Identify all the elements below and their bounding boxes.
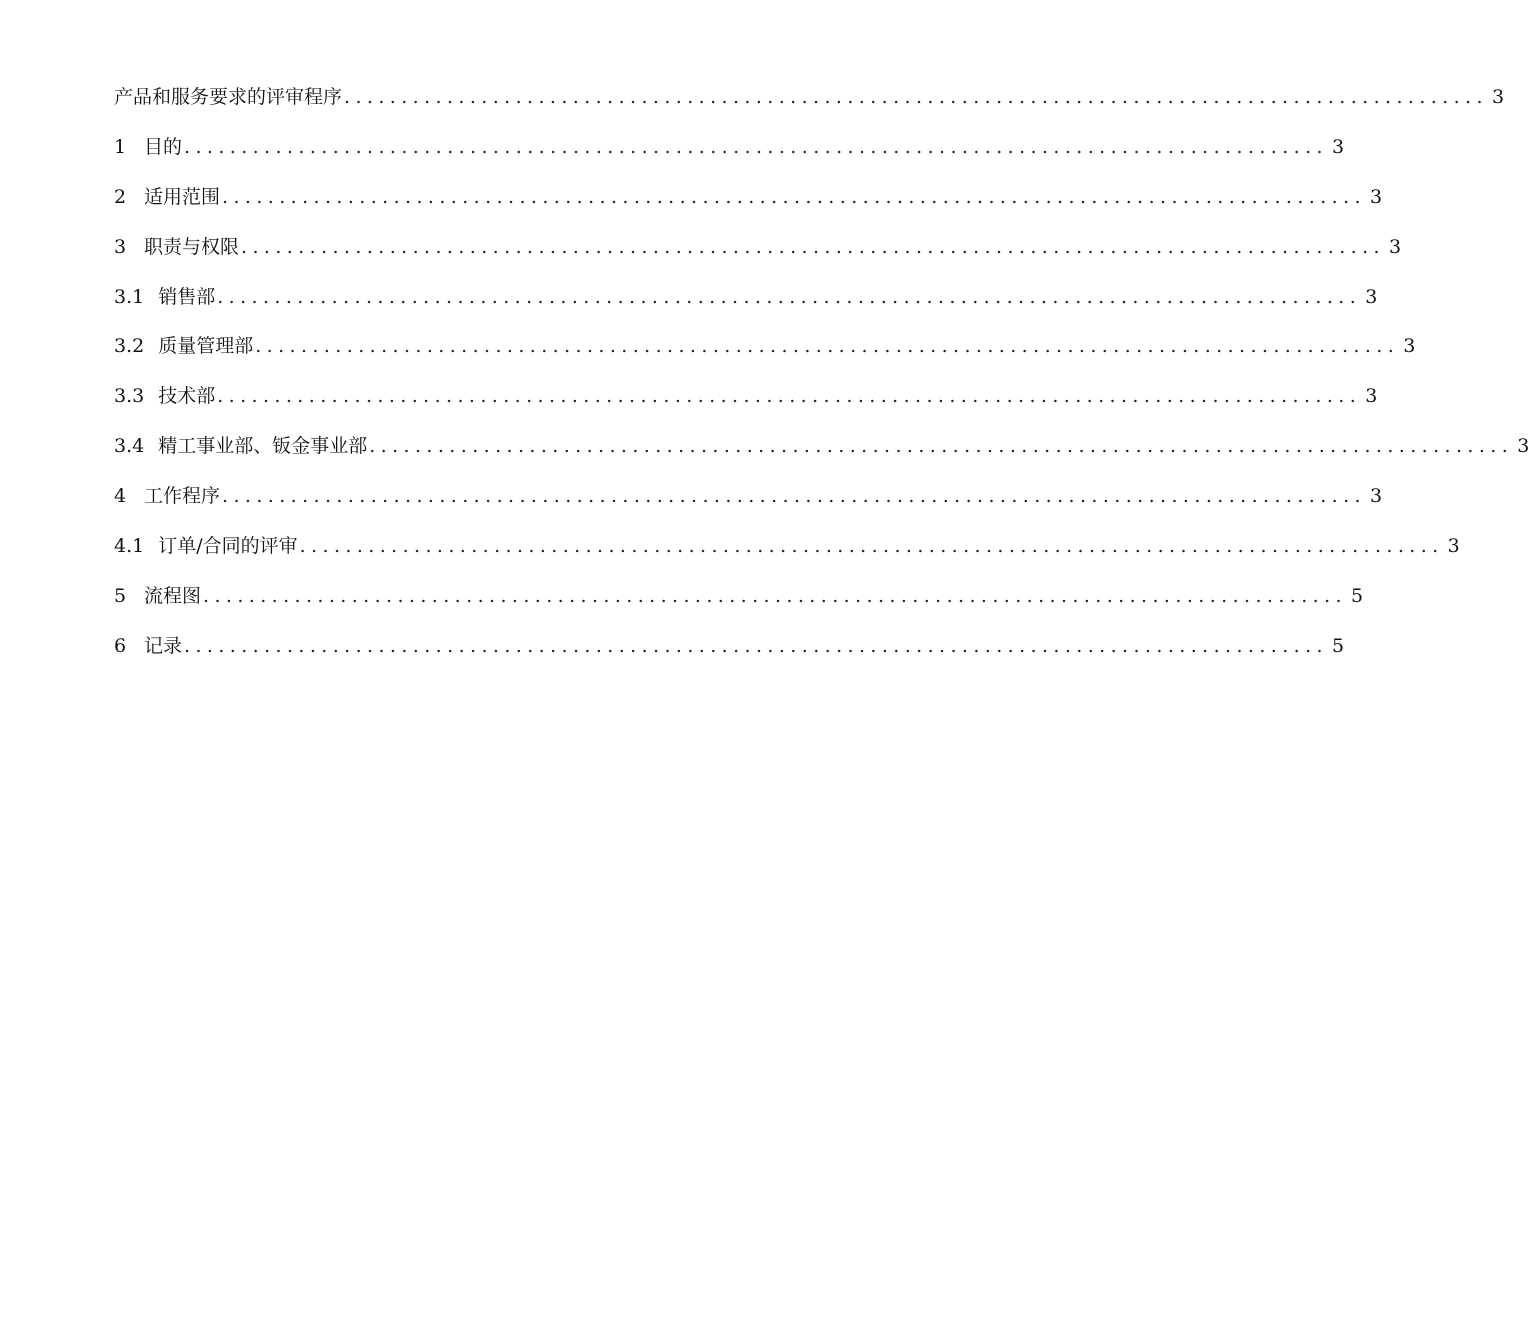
toc-entry-3-2[interactable] <box>114 331 1416 381</box>
toc-entry-title: 职责与权限 <box>144 235 240 258</box>
toc-entry-3-1[interactable] <box>114 282 1378 332</box>
toc-entry-number: 2 <box>114 185 127 208</box>
toc-dot-leader: .................................................................................................... <box>344 86 1488 108</box>
toc-entry-title: 产品和服务要求的评审程序 <box>114 86 343 108</box>
toc-entry-title: 工作程序 <box>144 485 221 508</box>
toc-entry-3-4[interactable] <box>114 431 1529 481</box>
toc-page-number: 3 <box>1369 185 1383 208</box>
toc-entry-2[interactable] <box>114 182 1383 232</box>
toc-page-number: 5 <box>1331 634 1345 657</box>
toc-entry-5[interactable] <box>114 581 1364 631</box>
toc-page-number: 3 <box>1388 235 1402 258</box>
toc-entry-title: 销售部 <box>158 285 216 308</box>
toc-entry-title: 流程图 <box>144 584 202 607</box>
toc-entry-3-3[interactable] <box>114 381 1378 431</box>
toc-dot-leader: .................................................................................................... <box>203 584 1347 607</box>
toc-entry-4[interactable] <box>114 481 1383 531</box>
toc-entry-number: 3.4 <box>114 435 145 458</box>
table-of-contents <box>114 82 1529 681</box>
toc-dot-leader: .................................................................................................... <box>299 535 1444 558</box>
toc-page-number: 3 <box>1331 135 1345 158</box>
toc-entry-title: 精工事业部、钣金事业部 <box>158 435 368 458</box>
toc-entry-number: 4 <box>114 485 127 508</box>
toc-page-number: 5 <box>1350 584 1364 607</box>
toc-entry-title: 适用范围 <box>144 185 221 208</box>
toc-page-number: 3 <box>1369 485 1383 508</box>
toc-entry-3[interactable] <box>114 232 1402 282</box>
toc-dot-leader: .................................................................................................... <box>217 285 1362 308</box>
toc-entry-number: 1 <box>114 135 127 158</box>
toc-dot-leader: .................................................................................................... <box>217 385 1362 408</box>
toc-entry-number: 6 <box>114 634 127 657</box>
toc-page-number: 3 <box>1491 86 1505 108</box>
toc-entry-number: 3.1 <box>114 285 145 308</box>
toc-entry-number: 4.1 <box>114 535 145 558</box>
toc-dot-leader: .................................................................................................... <box>184 135 1328 158</box>
toc-entry-number: 3.2 <box>114 335 145 358</box>
toc-entry-1[interactable] <box>114 132 1345 182</box>
toc-page-number: 3 <box>1517 435 1529 458</box>
toc-entry-title: 技术部 <box>158 385 216 408</box>
toc-dot-leader: .................................................................................................... <box>369 435 1514 458</box>
toc-page-number: 3 <box>1365 285 1378 308</box>
toc-entry-title: 记录 <box>144 634 183 657</box>
toc-entry-number: 5 <box>114 584 127 607</box>
toc-entry-main-title[interactable] <box>114 82 1505 132</box>
toc-entry-title: 订单/合同的评审 <box>158 535 298 558</box>
toc-entry-4-1[interactable] <box>114 531 1460 581</box>
toc-dot-leader: .................................................................................................... <box>241 235 1385 258</box>
toc-entry-title: 质量管理部 <box>158 335 254 358</box>
toc-entry-number: 3.3 <box>114 385 145 408</box>
toc-dot-leader: .................................................................................................... <box>222 185 1366 208</box>
toc-entry-title: 目的 <box>144 135 183 158</box>
toc-dot-leader: .................................................................................................... <box>222 485 1366 508</box>
toc-dot-leader: .................................................................................................... <box>255 335 1400 358</box>
toc-entry-6[interactable] <box>114 631 1345 681</box>
toc-page-number: 3 <box>1365 385 1378 408</box>
toc-dot-leader: .................................................................................................... <box>184 634 1328 657</box>
toc-page-number: 3 <box>1403 335 1416 358</box>
toc-page-number: 3 <box>1447 535 1460 558</box>
toc-entry-number: 3 <box>114 235 127 258</box>
